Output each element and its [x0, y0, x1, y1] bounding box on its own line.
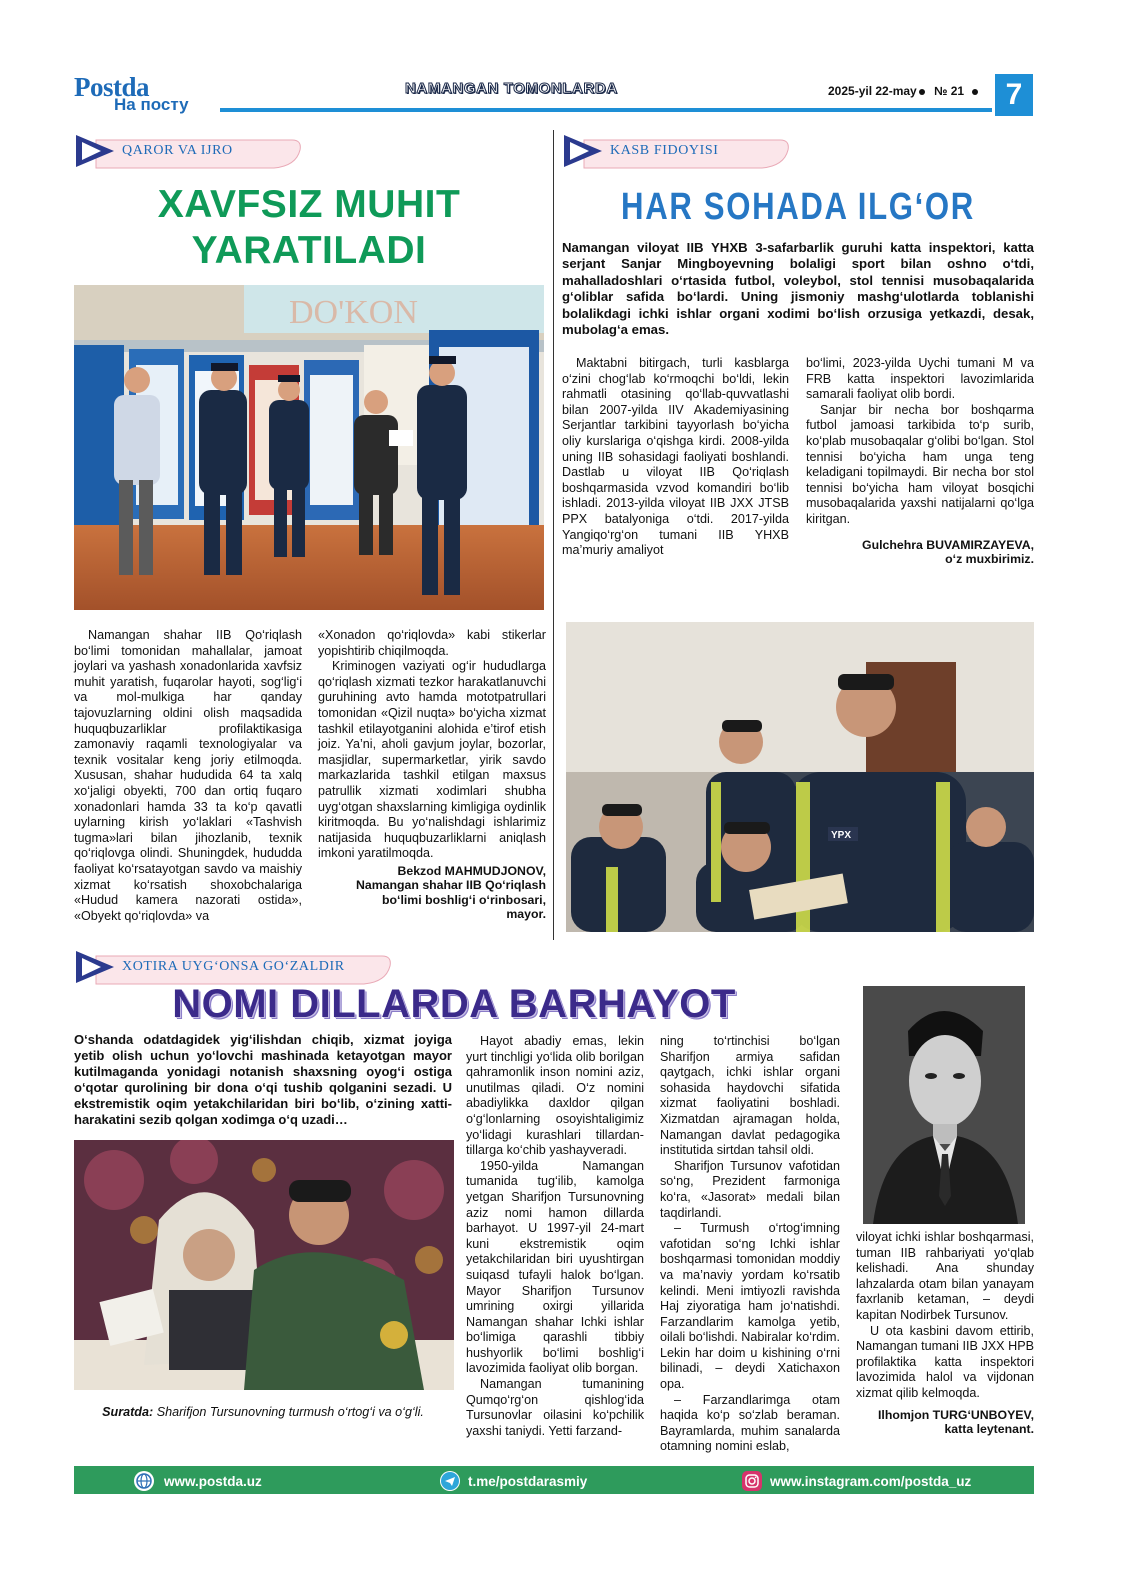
instagram-text: www.instagram.com/postda_uz [770, 1473, 972, 1489]
article3-paragraph: ning to‘rtinchisi bo‘lgan Sharifjon armiya safidan qaytgach, ichki ishlar organi sohasida haydovchi sifatida xizmat faoliyatini boshladi. Xizmatdan ajramagan holda, Namangan davlat pedagogika institutida sirtdan tahsil oldi. [660, 1034, 840, 1158]
article3-column-1 [466, 1034, 644, 1439]
issue-number: № 21 [934, 84, 965, 98]
article3-paragraph: Sharifjon Tursunov vafotidan so‘ng, Prezident farmoniga ko‘ra, «Jasorat» medali bilan taqdirlandi. [660, 1158, 840, 1220]
signature-position: Namangan shahar IIB Qo‘riqlash [356, 878, 546, 893]
caption-label: Suratda: [102, 1405, 154, 1419]
photo-caption [74, 1405, 452, 1421]
rubric-label: XOTIRA UYG‘ONSA GO‘ZALDIR [122, 959, 345, 974]
article1-column-1 [74, 628, 302, 924]
article3-signature [856, 1408, 1034, 1437]
logo-postda: Postda [74, 72, 150, 102]
signature-position: o‘z muxbirimiz. [945, 552, 1034, 567]
footer-bar [74, 1466, 1034, 1494]
caption-text: Sharifjon Tursunovning turmush o‘rtog‘i va o‘g‘li. [156, 1405, 424, 1419]
article3-paragraph: Hayot abadiy emas, lekin yurt tinchligi yo‘lida olib borilgan qahramonlik inson nomini aziz, unutilmas qiladi. O‘z nomini abadiylikka daxldor qilgan o‘g‘lonlarning osoyishtaligimiz yo‘lidagi kurashlari tillardan-tillarga ko‘chib yashayveradi. [466, 1034, 644, 1158]
widow-and-son-photo [74, 1140, 454, 1390]
header-rule [220, 108, 992, 112]
article1-signature [318, 864, 546, 922]
uniform-badge: YPX [831, 830, 852, 841]
article3-paragraph: – Turmush o‘rtog‘imning vafotidan so‘ng Ichki ishlar boshqarmasi tomonidan moddiy va ma’naviy yordam ko‘rsatib kelindi. Meni imtiyozli ravishda Haj ziyoratiga ham jo‘natishdi. Farzandlarim kamolga yetib, oilali bo‘lishdi. Nabiralar ko‘rdim. Lekin har doim u kishining o‘rni bilinadi, – deydi Xatichaxon opa. [660, 1221, 840, 1392]
article3-column-3 [856, 1230, 1034, 1437]
telegram-text: t.me/postdarasmiy [468, 1473, 588, 1489]
rubric-label: KASB FIDOYISI [610, 143, 719, 158]
website-link[interactable] [134, 1471, 262, 1491]
instagram-icon [742, 1471, 762, 1491]
bullet-dot-2 [972, 89, 978, 95]
signature-rank: mayor. [506, 907, 546, 922]
section-title: NAMANGAN TOMONLARDA [405, 80, 618, 97]
shop-sign-text: DO'KON [289, 294, 418, 331]
article1-title [74, 182, 544, 274]
article2-signature [806, 538, 1034, 567]
traffic-police-meeting-photo [566, 622, 1034, 932]
article3-column-2 [660, 1034, 840, 1455]
title-line-2: YARATILADI [191, 229, 427, 272]
article2-column-1 [562, 356, 789, 559]
globe-icon [134, 1471, 154, 1491]
signature-position: bo‘limi boshlig‘i o‘rinbosari, [382, 892, 546, 907]
article2-paragraph: Maktabni bitirgach, turli kasblarga o‘zini chog‘lab ko‘rmoqchi bo‘ldi, lekin rahmatli otasining qo‘llab-quvvatlashi bilan 2007-yilda IIV Akademiyasining Serjantlar tarkibini tayyorlash bo‘yicha oliy kurslariga o‘qishga kirdi. 2008-yilda uning IIB sohasidagi faoliyati boshlandi. Dastlab u viloyat IIB Qo‘riqlash boshqarmasida vzvod komandiri bo‘lib ishladi. 2013-yilda viloyat IIB JXX JTSB PPX batalyoniga o‘tdi. 2017-yilda Yangiqo‘rg‘on tumani IIB YHXB ma’muriy amaliyot [562, 356, 789, 558]
rubric-qaror-va-ijro [74, 132, 304, 170]
article3-paragraph: – Farzandlarimga otam haqida ko‘p so‘zlab beraman. Bayramlarda, muhim sanalarda otamning nomini eslab, [660, 1392, 840, 1454]
signature-name: Ilhomjon TURG‘UNBOYEV, [878, 1407, 1034, 1422]
article3-paragraph: U ota kasbini davom ettirib, Namangan tumani IIB JXX HPB profilaktika katta inspektori lavozimida halol va vijdonan xizmat qilib kelmoqda. [856, 1323, 1034, 1400]
article1-paragraph: Namangan shahar IIB Qo‘riqlash bo‘limi tomonidan mahallalar, jamoat joylari va yashash xonadonlarida xavfsiz muhit yaratish, fuqarolar hayoti, sog‘lig‘i va mol-mulkiga har qanday tajovuzlarning oldini olish maqsadida huquqbuzarliklar profilaktikasiga zamonaviy raqamli texnologiyalar va texnik vositalar keng joriy etilmoqda. Xususan, shahar hududida 64 ta xalq xo‘jaligi obyekti, 700 dan ortiq fuqaro xonadonlari hamda 33 ta ko‘p qavatli uylarning kirish yo‘laklari «Tashvish tugma»lari bilan jihozlanib, texnik qo‘riqlovga olindi. Shuningdek, hududda faoliyat ko‘rsatayotgan savdo va maishiy xizmat ko‘rsatish shoxobchalariga «Hudud kamera nazorati ostida», «Obyekt qo‘riqlovda» va [74, 628, 302, 923]
page-number-box [995, 74, 1033, 116]
bullet-dot-1 [919, 89, 925, 95]
rubric-label: QAROR VA IJRO [122, 143, 233, 158]
article2-paragraph: bo‘limi, 2023-yilda Uychi tumani M va FRB katta inspektori lavozimlarida samarali faoliyat olib bordi. [806, 356, 1034, 402]
telegram-link[interactable] [440, 1471, 587, 1491]
signature-rank: katta leytenant. [944, 1422, 1034, 1437]
shop-patrol-photo [74, 285, 544, 610]
logo-na-postu: На посту [114, 95, 189, 114]
article3-paragraph: Namangan tumanining Qumqo‘rg‘on qishlog‘ida Tursunovlar oilasini ko‘pchilik yaxshi taniydi. Yetti farzand- [466, 1377, 644, 1438]
signature-name: Gulchehra BUVAMIRZAYEVA, [862, 537, 1034, 552]
page-number: 7 [1005, 78, 1023, 111]
masthead-logo [74, 72, 204, 118]
article1-column-2 [318, 628, 546, 922]
rubric-xotira-uygonsa-gozaldir [74, 948, 394, 986]
article2-lead: Namangan viloyat IIB YHXB 3-safarbarlik guruhi katta inspektori, katta serjant Sanjar Mingboyevning bolaligi sport bilan oshno o‘tdi, mahalladoshlari o‘rtasida futbol, voleybol, stol tennisi musobaqalarida g‘oliblar safida bo‘lardi. Uning jismoniy mashg‘ulotlarda toblanishi bolalikdagi ichki ishlar organi xodimi bo‘lish orzusiga yetkazdi, desak, mubolag‘a emas. [562, 240, 1034, 338]
telegram-icon [440, 1471, 460, 1491]
article1-paragraph: «Xonadon qo‘riqlovda» kabi stikerlar yopishtirib chiqilmoqda. [318, 628, 546, 658]
article1-paragraph: Kriminogen vaziyati og‘ir hududlarga qo‘riqlash xizmati tezkor harakatlanuvchi guruhining avto hamda mototpatrullari tomonidan «Qizil nuqta» bo‘yicha xizmat tashkil etilayotganini alohida e’tirof etish joiz. Ya’ni, aholi gavjum joylar, bozorlar, masjidlar, supermarketlar, yirik savdo markazlarida tashkil etilgan maxsus patrullik xizmati xodimlari shubha uyg‘otgan shaxslarning kimligiga oydinlik kiritmoqda. Bu yo‘nalishdagi ishlarimiz natijasida huquqbuzarliklarni aniqlash imkoni yaratilmoqda. [318, 659, 546, 861]
article3-lead: O‘shanda odatdagidek yig‘ilishdan chiqib, xizmat joyiga yetib olish uchun yo‘lovchi mashinada ketayotgan mayor kutilmaganda yonidagi notanish shaxsning oyog‘i ostiga o‘qotar qurolining bir dona o‘qi tushib qolganini sezadi. U ekstremistik oqim yetakchilaridan biri bo‘lib, o‘zining xatti-harakatini sezib qolgan xodimga o‘q uzadi… [74, 1032, 452, 1128]
article2-column-2 [806, 356, 1034, 567]
instagram-link[interactable] [742, 1471, 971, 1491]
article3-paragraph: 1950-yilda Namangan tumanida tug‘ilib, kamolga yetgan Sharifjon Tursunovning aziz nomi hamon dillarda barhayot. U 1997-yil 24-mart kuni ekstremistik oqim yetakchilaridan biri uyushtirgan suiqasd tufayli halok bo‘lgan. Mayor Sharifjon Tursunov umrining oxirgi yillarida Namangan shahar Ichki ishlar bo‘limiga qarashli tibbiy hushyorlik bo‘limi boshlig‘i lavozimida faoliyat olib borgan. [466, 1158, 644, 1376]
issue-date: 2025-yil 22-may [828, 84, 917, 98]
signature-name: Bekzod MAHMUDJONOV, [397, 863, 546, 878]
website-text: www.postda.uz [164, 1473, 262, 1489]
title-line-1: XAVFSIZ MUHIT [157, 183, 461, 226]
article2-title: HAR SOHADA ILG‘OR [621, 186, 975, 228]
article3-title: NOMI DILLARDA BARHAYOT [172, 982, 736, 1026]
article3-paragraph: viloyat ichki ishlar boshqarmasi, tuman IIB rahbariyati yo‘qlab kelishadi. Ana shunday lahzalarda otam bilan yanayam faxrlanib ketaman, – deydi kapitan Nodirbek Tursunov. [856, 1230, 1034, 1322]
rubric-kasb-fidoyisi [562, 132, 792, 170]
article2-paragraph: Sanjar bir necha bor boshqarma futbol jamoasi tarkibida to‘p surib, ko‘plab musobaqalar g‘olibi bo‘lgan. Stol tennisi bo‘yicha ham unga teng keladigani topilmaydi. Bir necha bor stol tennisi bo‘yicha ham viloyat bosqichi musobaqalarida yaxshi natijalarni qo‘lga kiritgan. [806, 402, 1034, 526]
column-divider [553, 130, 554, 940]
portrait-photo [863, 986, 1025, 1224]
